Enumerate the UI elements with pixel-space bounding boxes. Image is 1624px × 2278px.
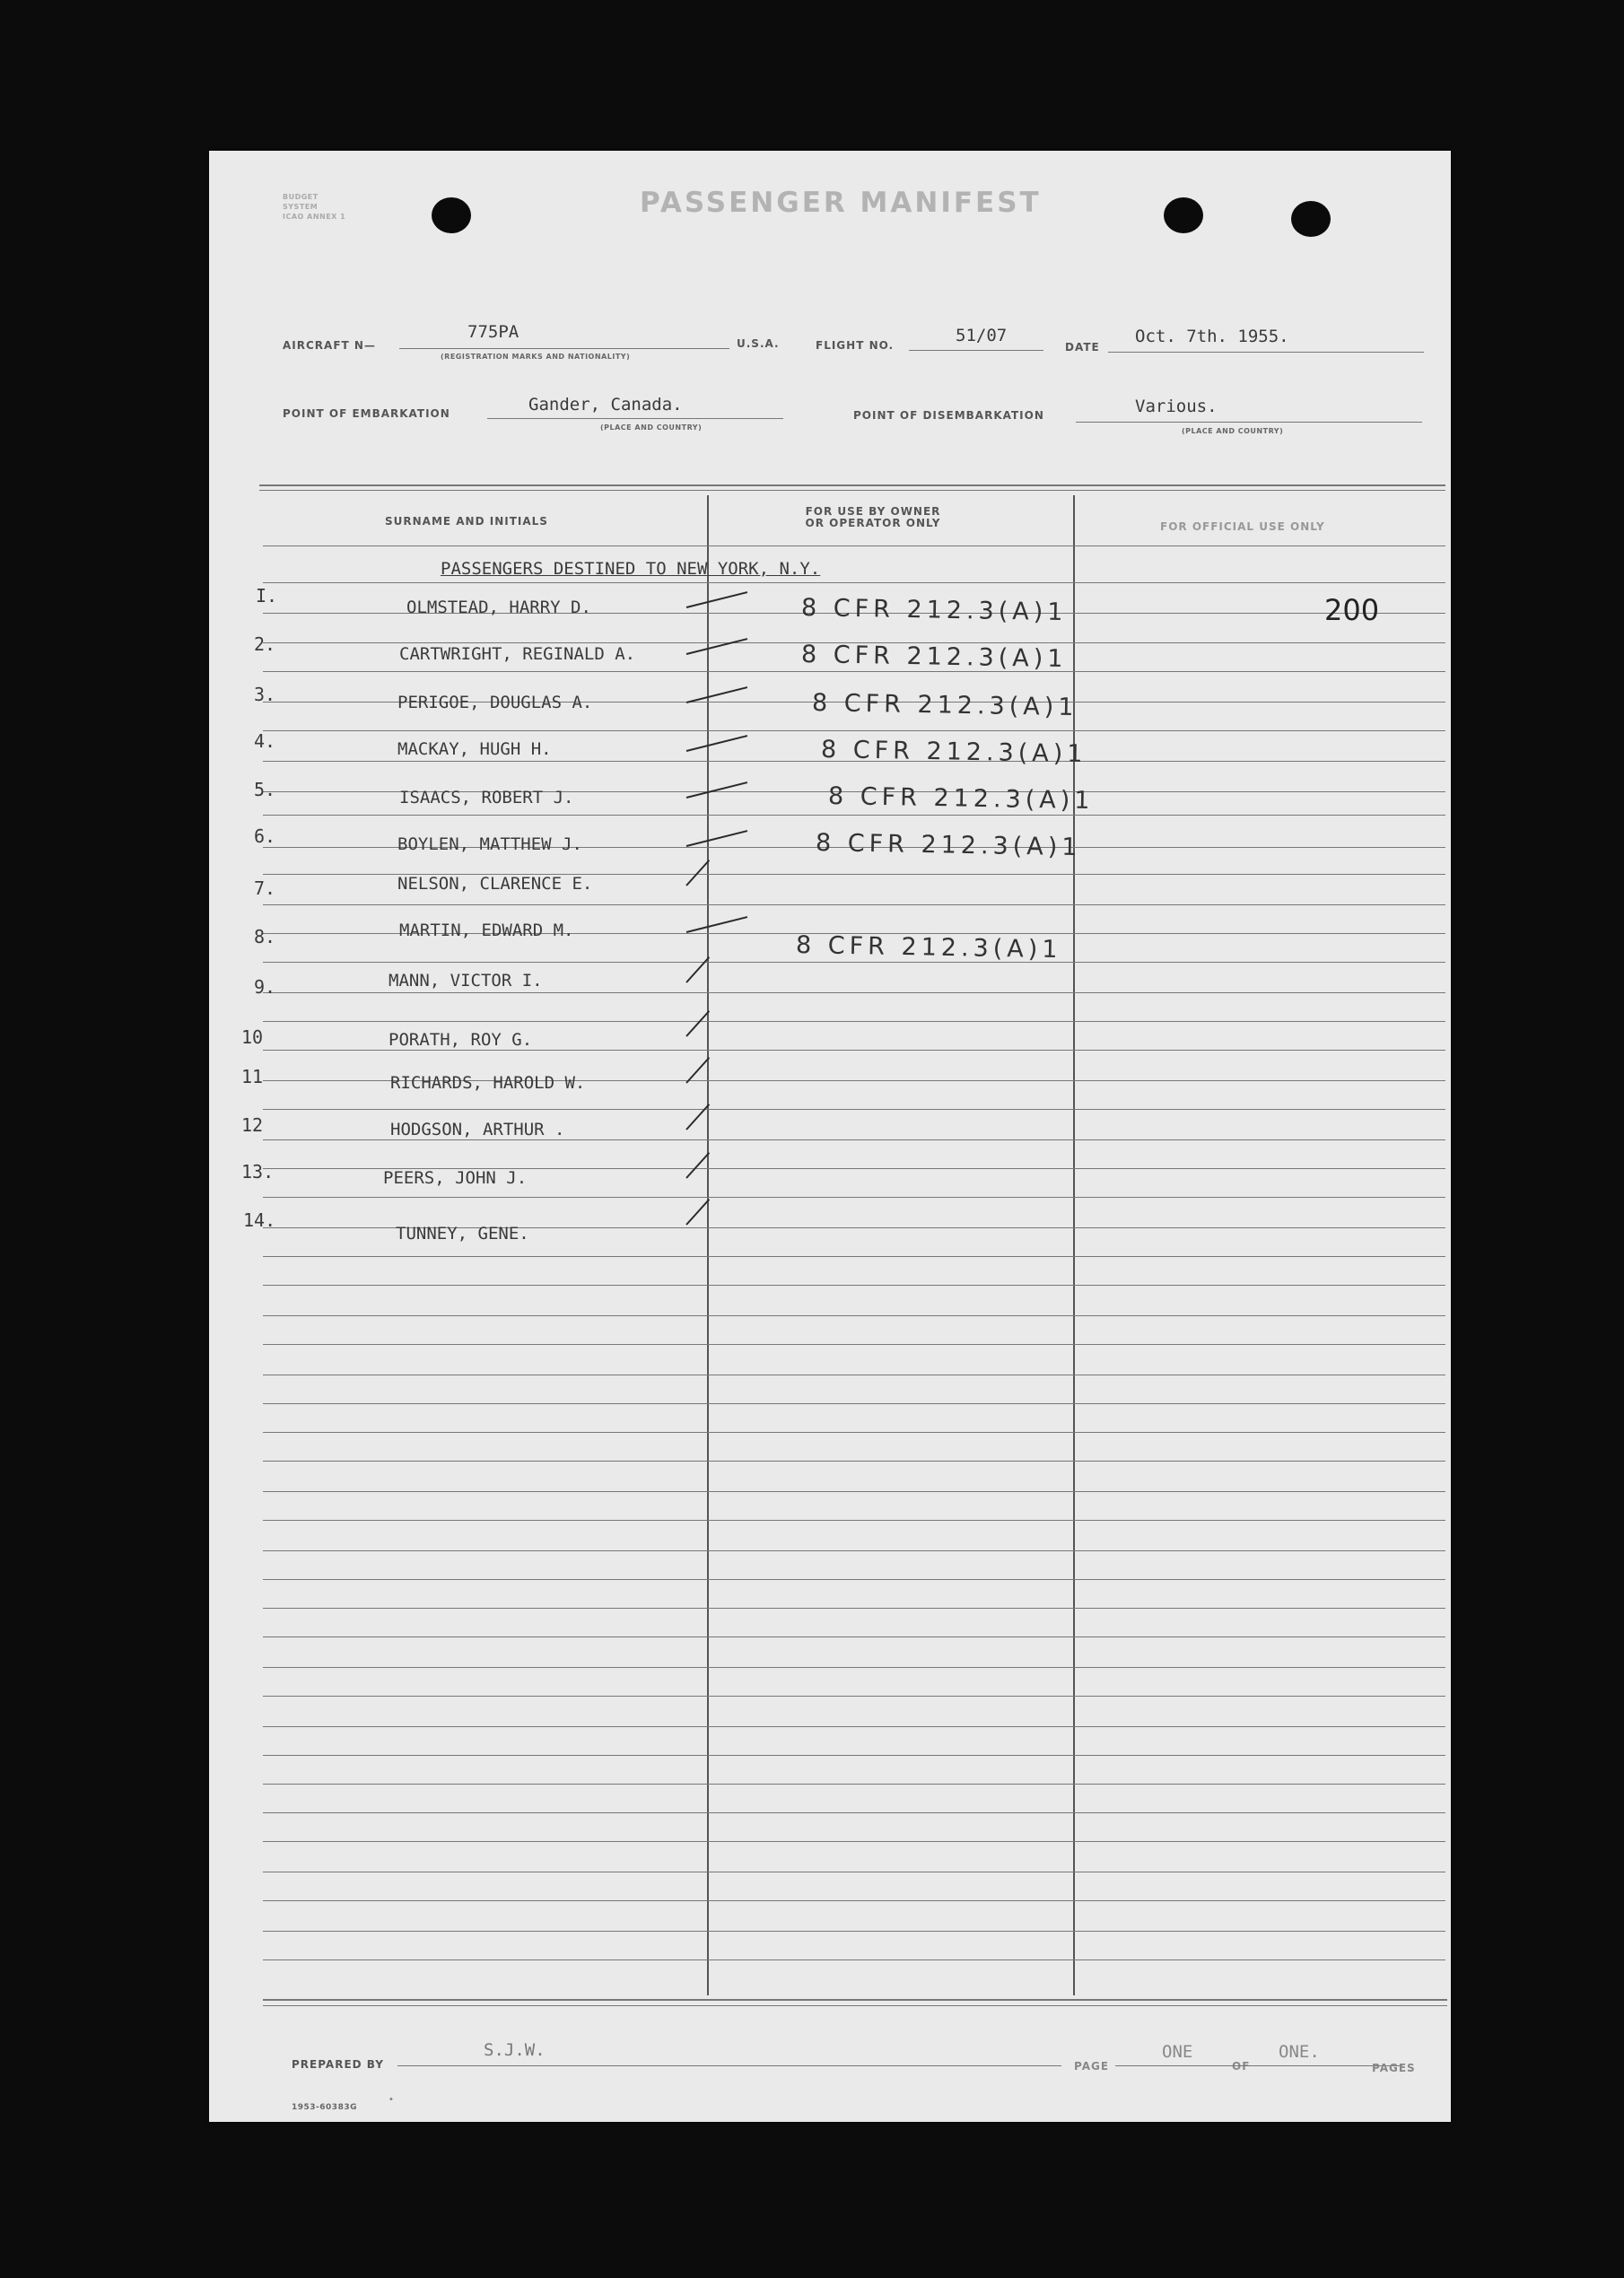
ruled-line: [263, 545, 1445, 546]
ruled-line: [263, 1784, 1445, 1785]
embarkation-caption: (PLACE AND COUNTRY): [600, 423, 703, 432]
ruled-line: [263, 1021, 1445, 1022]
table-bottom-rule: [263, 1999, 1447, 2001]
check-mark: [686, 638, 747, 655]
check-mark: [686, 830, 747, 847]
row-number: 11: [241, 1066, 264, 1087]
ruled-line: [263, 904, 1445, 905]
row-number: 12: [241, 1114, 264, 1136]
form-title: PASSENGER MANIFEST: [640, 187, 1042, 219]
owner-column-header: FOR USE BY OWNER OR OPERATOR ONLY: [805, 505, 941, 529]
ruled-line: [263, 671, 1445, 672]
ruled-line: [263, 1050, 1445, 1051]
ruled-line: [263, 1931, 1445, 1932]
ruled-line: [263, 1900, 1445, 1901]
row-number: 4.: [254, 730, 276, 752]
row-number: 10: [241, 1026, 264, 1048]
ruled-line: [263, 962, 1445, 963]
ruled-line: [263, 1959, 1445, 1960]
handwritten-note: 8 CFR 212.3(A)1: [827, 782, 1095, 816]
official-mark: 200: [1324, 593, 1380, 627]
ruled-line: [263, 1461, 1445, 1462]
printer-seal: ✦: [389, 2096, 395, 2103]
passenger-name: PERIGOE, DOUGLAS A.: [397, 693, 593, 712]
pages-label: PAGES: [1372, 2062, 1416, 2074]
table-top-rule: [259, 484, 1445, 486]
passenger-name: MARTIN, EDWARD M.: [399, 921, 574, 940]
ruled-line: [263, 1197, 1445, 1198]
punch-hole: [1164, 197, 1203, 233]
corner-line: ICAO ANNEX 1: [283, 213, 346, 221]
table-bottom-rule: [263, 2005, 1447, 2006]
handwritten-note: 8 CFR 212.3(A)1: [820, 736, 1087, 769]
manifest-page: [209, 151, 1451, 2122]
corner-text: [283, 192, 345, 222]
row-number: 5.: [254, 779, 276, 800]
total-pages-value: ONE.: [1279, 2042, 1320, 2062]
ruled-line: [263, 992, 1445, 993]
ruled-line: [263, 1841, 1445, 1842]
ruled-line: [263, 1432, 1445, 1433]
page-value: ONE: [1162, 2042, 1193, 2062]
embarkation-value: Gander, Canada.: [528, 395, 683, 415]
passenger-name: NELSON, CLARENCE E.: [397, 874, 593, 894]
disembarkation-caption: (PLACE AND COUNTRY): [1182, 427, 1284, 435]
section-heading: PASSENGERS DESTINED TO NEW YORK, N.Y.: [441, 559, 821, 579]
date-value: Oct. 7th. 1955.: [1135, 327, 1289, 346]
flight-underline: [909, 350, 1043, 351]
check-mark: [686, 735, 747, 752]
ruled-line: [263, 730, 1445, 731]
ruled-line: [263, 1579, 1445, 1580]
row-number: 2.: [254, 633, 276, 655]
passenger-name: MACKAY, HUGH H.: [397, 739, 552, 759]
form-number: 1953-60383G: [292, 2103, 357, 2112]
corner-line: BUDGET: [283, 193, 319, 201]
row-number: 6.: [254, 825, 276, 847]
ruled-line: [263, 1726, 1445, 1727]
punch-hole: [432, 197, 471, 233]
passenger-name: OLMSTEAD, HARRY D.: [406, 598, 591, 617]
disembarkation-underline: [1076, 422, 1422, 423]
table-top-rule: [259, 490, 1445, 491]
flight-label: FLIGHT NO.: [816, 339, 895, 352]
usa-label: U.S.A.: [737, 337, 780, 350]
embarkation-underline: [487, 418, 783, 419]
ruled-line: [263, 1109, 1445, 1110]
of-label: OF: [1232, 2060, 1251, 2073]
row-number: 8.: [254, 926, 276, 947]
handwritten-note: 8 CFR 212.3(A)1: [800, 594, 1068, 627]
ruled-line: [263, 1403, 1445, 1404]
ruled-line: [263, 1696, 1445, 1697]
aircraft-underline: [399, 348, 729, 349]
ruled-line: [263, 1256, 1445, 1257]
surname-column-header: SURNAME AND INITIALS: [385, 515, 548, 528]
handwritten-note: 8 CFR 212.3(A)1: [800, 641, 1068, 674]
passenger-name: PEERS, JOHN J.: [383, 1168, 528, 1188]
passenger-name: MANN, VICTOR I.: [389, 971, 543, 991]
passenger-name: ISAACS, ROBERT J.: [399, 788, 574, 807]
ruled-line: [263, 1520, 1445, 1521]
check-mark: [686, 591, 747, 608]
passenger-name: HODGSON, ARTHUR .: [390, 1120, 565, 1139]
ruled-line: [263, 1667, 1445, 1668]
date-label: DATE: [1065, 341, 1100, 353]
ruled-line: [263, 1550, 1445, 1551]
corner-line: SYSTEM: [283, 203, 319, 211]
pages-underline: [1115, 2065, 1402, 2066]
page-label: PAGE: [1074, 2060, 1110, 2073]
ruled-line: [263, 1344, 1445, 1345]
passenger-name: CARTWRIGHT, REGINALD A.: [399, 644, 636, 664]
ruled-line: [263, 1491, 1445, 1492]
check-mark: [686, 916, 747, 933]
ruled-line: [263, 1812, 1445, 1813]
official-column-header: FOR OFFICIAL USE ONLY: [1160, 520, 1325, 533]
passenger-name: RICHARDS, HAROLD W.: [390, 1073, 586, 1093]
row-number: I.: [256, 585, 278, 607]
ruled-line: [263, 1315, 1445, 1316]
disembarkation-value: Various.: [1135, 397, 1218, 416]
ruled-line: [263, 1636, 1445, 1637]
registration-caption: (REGISTRATION MARKS AND NATIONALITY): [441, 353, 631, 361]
punch-hole: [1291, 201, 1331, 237]
disembarkation-label: POINT OF DISEMBARKATION: [853, 409, 1044, 422]
passenger-name: TUNNEY, GENE.: [396, 1224, 529, 1244]
handwritten-note: 8 CFR 212.3(A)1: [795, 931, 1062, 964]
ruled-line: [263, 582, 1445, 583]
passenger-name: BOYLEN, MATTHEW J.: [397, 834, 582, 854]
row-number: 13.: [241, 1161, 275, 1183]
row-number: 9.: [254, 976, 276, 998]
prepared-label: PREPARED BY: [292, 2058, 384, 2071]
passenger-name: PORATH, ROY G.: [389, 1030, 533, 1050]
column-divider: [707, 495, 709, 1995]
aircraft-label: AIRCRAFT N—: [283, 339, 376, 352]
ruled-line: [263, 1139, 1445, 1140]
embarkation-label: POINT OF EMBARKATION: [283, 407, 450, 420]
ruled-line: [263, 815, 1445, 816]
handwritten-note: 8 CFR 212.3(A)1: [815, 829, 1082, 862]
prepared-value: S.J.W.: [484, 2040, 546, 2060]
check-mark: [686, 781, 747, 799]
ruled-line: [263, 1608, 1445, 1609]
flight-value: 51/07: [956, 326, 1008, 345]
row-number: 7.: [254, 877, 276, 899]
handwritten-note: 8 CFR 212.3(A)1: [811, 689, 1078, 722]
row-number: 3.: [254, 684, 276, 705]
row-number: 14.: [243, 1209, 276, 1231]
ruled-line: [263, 1285, 1445, 1286]
date-underline: [1108, 352, 1424, 353]
prepared-underline: [397, 2065, 1061, 2066]
aircraft-value: 775PA: [467, 322, 520, 342]
ruled-line: [263, 1755, 1445, 1756]
